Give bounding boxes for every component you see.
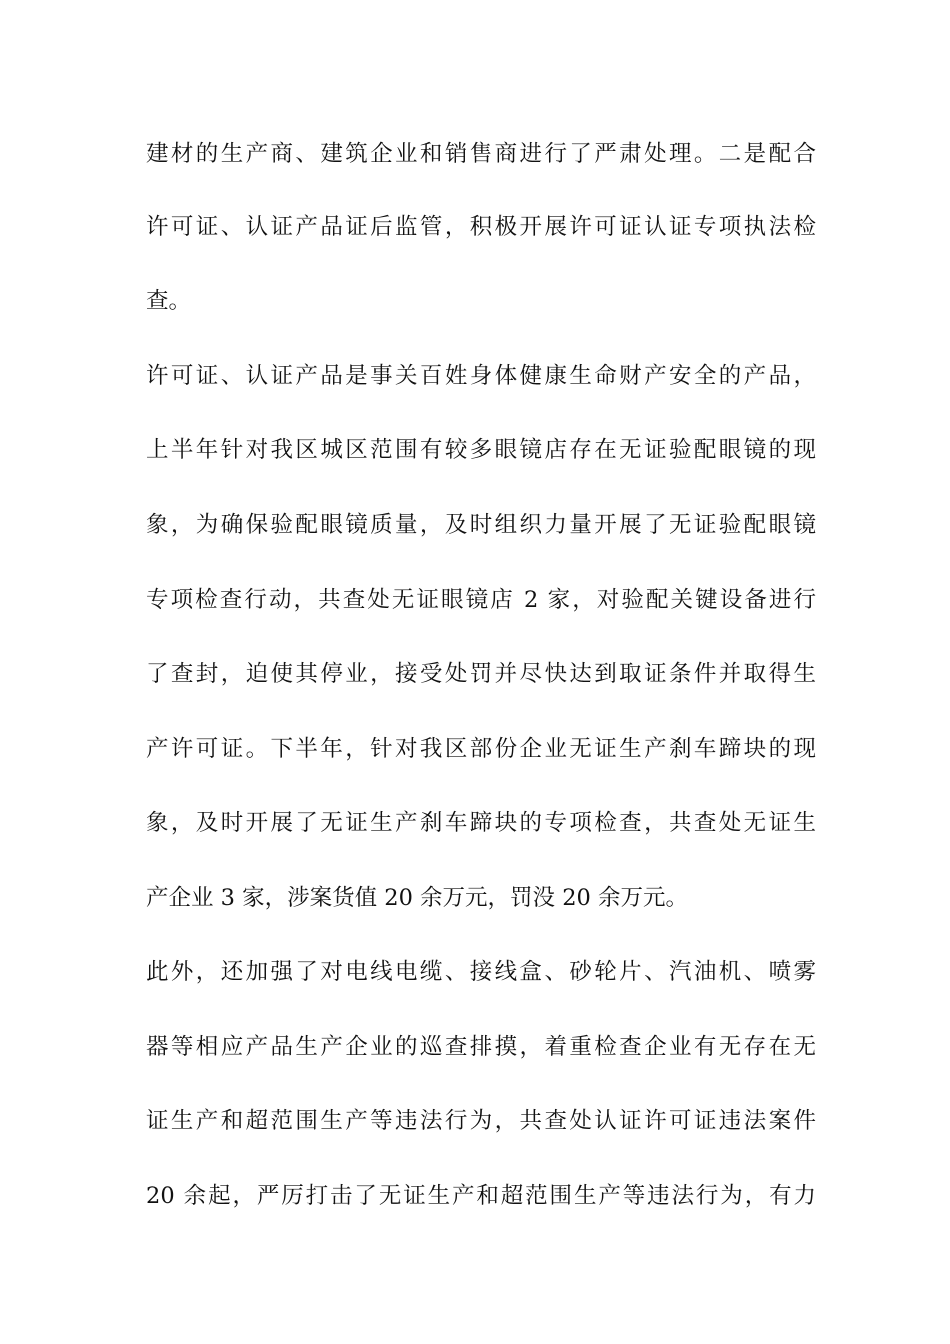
text-line: 产许可证。下半年，针对我区部份企业无证生产刹车蹄块的现 — [146, 736, 816, 762]
text-line: 建材的生产商、建筑企业和销售商进行了严肃处理。二是配合 — [146, 141, 816, 167]
text-line: 了查封，迫使其停业，接受处罚并尽快达到取证条件并取得生 — [146, 661, 816, 687]
text-line: 产企业 3 家，涉案货值 20 余万元，罚没 20 余万元。 — [146, 885, 688, 911]
text-line: 器等相应产品生产企业的巡查排摸，着重检查企业有无存在无 — [146, 1034, 816, 1060]
text-line: 20 余起，严厉打击了无证生产和超范围生产等违法行为，有力 — [146, 1183, 816, 1209]
text-line: 许可证、认证产品是事关百姓身体健康生命财产安全的产品， — [146, 363, 816, 389]
text-line: 象，及时开展了无证生产刹车蹄块的专项检查，共查处无证生 — [146, 810, 816, 836]
text-line: 专项检查行动，共查处无证眼镜店 2 家，对验配关键设备进行 — [146, 587, 816, 613]
text-line: 证生产和超范围生产等违法行为，共查处认证许可证违法案件 — [146, 1108, 816, 1134]
text-line: 此外，还加强了对电线电缆、接线盒、砂轮片、汽油机、喷雾 — [146, 959, 816, 985]
text-line: 象，为确保验配眼镜质量，及时组织力量开展了无证验配眼镜 — [146, 512, 816, 538]
text-line: 查。 — [146, 288, 192, 314]
text-line: 许可证、认证产品证后监管，积极开展许可证认证专项执法检 — [146, 214, 816, 240]
text-line: 上半年针对我区城区范围有较多眼镜店存在无证验配眼镜的现 — [146, 437, 816, 463]
